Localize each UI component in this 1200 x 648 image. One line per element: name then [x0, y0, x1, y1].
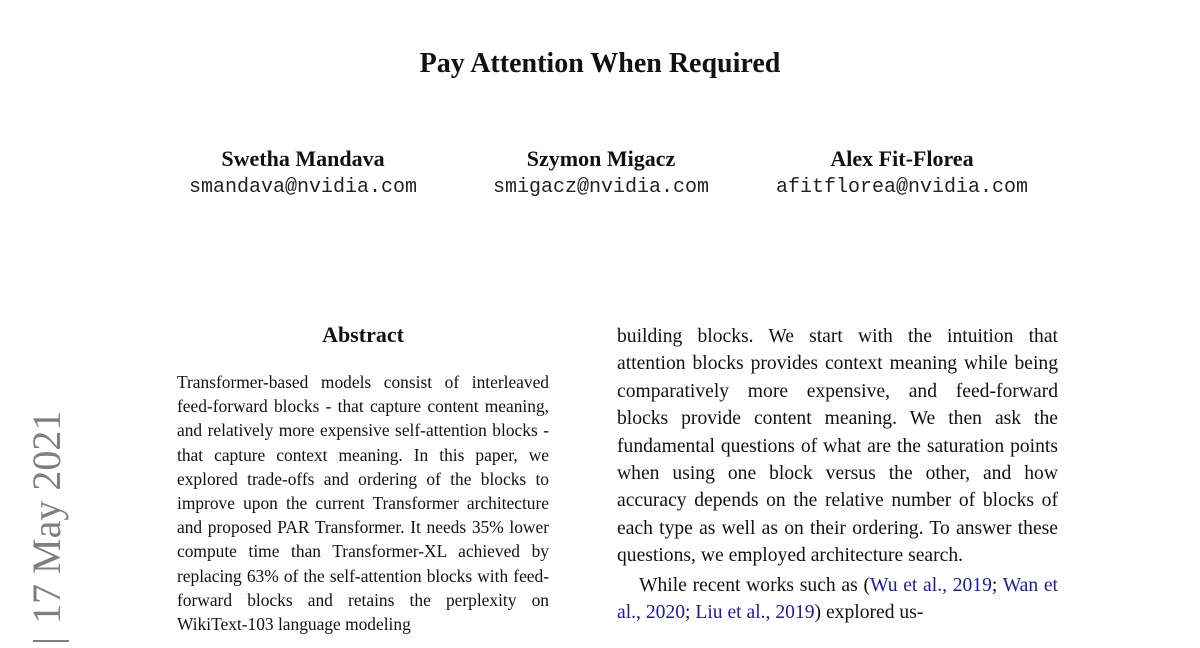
author-2 [470, 144, 732, 202]
citation-paren: ( [863, 574, 870, 596]
author-name: Szymon Migacz [526, 146, 676, 171]
abstract-text: Transformer-based models consist of interleaved feed-forward blocks - that capture content meaning, and relatively more expensive self-attention blocks - that capture context meaning. In this paper, we explored trade-offs and ordering of the blocks to improve upon the current Transformer architecture and proposed PAR Transformer. It needs 35% lower compute time than Transformer-XL achieved by replacing 63% of the self-attention blocks with feed-forward blocks and retains the perplexity on WikiText-103 language modeling [177, 372, 549, 635]
citation-link[interactable]: Liu et al., 2019 [695, 602, 815, 624]
citation-link[interactable]: Wu et al., 2019 [869, 574, 992, 596]
body-paragraph [617, 572, 1058, 627]
author-block [0, 144, 1200, 204]
author-email[interactable]: smandava@nvidia.com [188, 176, 418, 199]
arxiv-side-stamp [22, 411, 72, 648]
author-name: Alex Fit-Florea [830, 146, 974, 171]
left-column [177, 318, 549, 636]
paper-title: Pay Attention When Required [419, 48, 781, 79]
body-text: ) explored us- [814, 602, 924, 624]
citation-link[interactable]: Wan et al., 2020 [617, 574, 1058, 624]
author-3 [750, 144, 1054, 202]
body-text: While recent works such as [639, 574, 864, 596]
abstract-heading: Abstract [322, 322, 404, 347]
right-column [617, 323, 1058, 626]
author-email[interactable]: afitflorea@nvidia.com [775, 176, 1029, 199]
author-1 [165, 144, 441, 202]
author-email[interactable]: smigacz@nvidia.com [492, 176, 710, 199]
stamp-divider [33, 640, 69, 642]
citation-group [863, 575, 1002, 596]
body-paragraph: building blocks. We start with the intuition that attention blocks provides context meaning while being comparatively more expensive, and feed-forward blocks provide content meaning. We then ask the fundamental questions of what are the saturation points when using one block versus the other, and how accuracy depends on the relative number of blocks of each type as well as on their ordering. To answer these questions, we employed architecture search. [617, 326, 1058, 567]
citation-separator: ; [685, 602, 696, 624]
citation-separator: ; [991, 574, 1003, 596]
author-name: Swetha Mandava [221, 146, 385, 171]
arxiv-date: 17 May 2021 [24, 410, 69, 624]
